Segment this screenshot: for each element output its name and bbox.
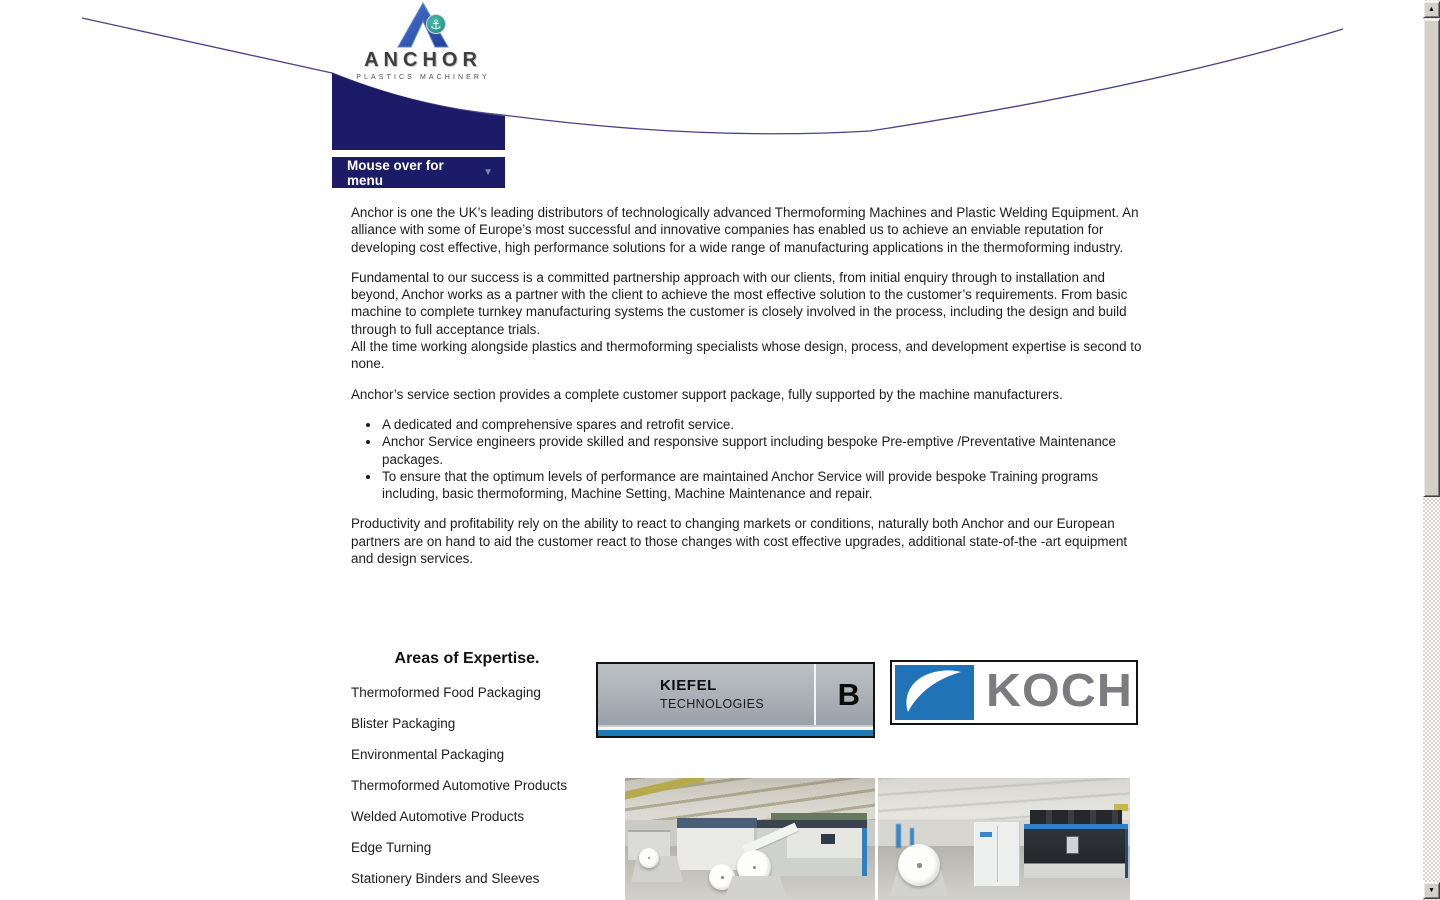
cabinet-blue-label	[980, 832, 992, 837]
brand-tagline: PLASTICS MACHINERY	[356, 74, 490, 81]
scroll-up-button[interactable]	[1423, 1, 1440, 18]
kiefel-subtitle: TECHNOLOGIES	[660, 697, 765, 711]
kiefel-logo-body	[598, 664, 873, 725]
unwind-stand	[725, 876, 787, 898]
expertise-item: Stationery Binders and Sleeves	[351, 871, 540, 886]
scroll-down-icon: ▼	[1428, 887, 1435, 894]
background-post	[896, 824, 901, 848]
kiefel-divider	[814, 664, 816, 725]
intro-paragraph-2-part-1: Fundamental to our success is a committed partnership approach with our clients, from initial enquiry through to installation and beyond, Anchor works as a partner with the client to achieve the most effective solution to the customer’s requirements. From basic machine to complete turnkey manufacturing systems the customer is closely involved in the process, including the design and build through to full acceptance trials.	[351, 269, 1128, 337]
expertise-title: Areas of Expertise.	[394, 650, 540, 667]
film-roll	[898, 844, 940, 886]
header-swoosh-graphic	[0, 0, 1440, 200]
control-cabinet	[974, 822, 1020, 886]
kiefel-name: KIEFEL	[660, 677, 717, 694]
background-post	[910, 828, 914, 846]
machine-top-modules	[1030, 810, 1122, 825]
kiefel-b-badge: B	[837, 676, 860, 712]
intro-paragraph-4: Productivity and profitability rely on the ability to react to changing markets or conditions, naturally both Anchor and our European partners are on hand to aid the customer react to those changes with cost effective upgrades, additional state-of-the -art equipment and design services.	[351, 516, 1128, 567]
expertise-list	[351, 684, 583, 888]
koch-swoosh-icon	[895, 665, 974, 720]
factory-photo-1	[625, 778, 875, 900]
kiefel-logo[interactable]	[596, 662, 875, 738]
expertise-item: Blister Packaging	[351, 716, 456, 731]
anchor-icon: ⚓	[426, 14, 446, 34]
scrollbar-thumb[interactable]	[1423, 19, 1440, 497]
brand-name: ANCHOR	[364, 49, 482, 71]
cabinet-door-split	[997, 826, 998, 882]
intro-copy	[351, 204, 1147, 580]
service-bullet: • To ensure that the optimum levels of performance are maintained Anchor Service will provide bespoke Training programs including, basic thermoforming, Machine Setting, Machine Maintenance and repair.	[381, 468, 1147, 503]
kiefel-logo-text	[660, 677, 764, 711]
intro-paragraph-1: Anchor is one the UK’s leading distributors of technologically advanced Thermoforming Machines and Plastic Welding Equipment. An alliance with some of Europe’s most successful and innovative companies has enabled us to achieve an enviable reputation for developing cost effective, high performance solutions for a wide range of manufacturing applications in the thermoforming industry.	[351, 205, 1139, 255]
kiefel-stripe-blue	[598, 730, 873, 736]
expertise-item: Welded Automotive Products	[351, 809, 525, 824]
koch-logo[interactable]	[890, 660, 1138, 725]
expertise-item: Thermoformed Food Packaging	[351, 685, 541, 700]
menu-label: Mouse over for menu	[347, 157, 444, 188]
expertise-item: Environmental Packaging	[351, 747, 505, 762]
factory-photo-2	[878, 778, 1130, 900]
scroll-up-icon: ▲	[1428, 6, 1435, 13]
intro-paragraph-3: Anchor’s service section provides a complete customer support package, fully supported by the machine manufacturers.	[351, 386, 1063, 402]
machine-screen	[1066, 836, 1079, 854]
service-bullet: • A dedicated and comprehensive spares and retrofit service.	[381, 416, 1147, 433]
mouse-over-menu-button[interactable]	[332, 157, 505, 188]
machine-shape	[757, 820, 867, 876]
logo-mark	[348, 2, 498, 48]
chevron-down-icon: ▼	[483, 166, 493, 178]
expertise-item: Thermoformed Automotive Products	[351, 778, 568, 793]
machine-screen	[821, 834, 835, 844]
expertise-item: Edge Turning	[351, 840, 432, 855]
intro-paragraph-2-part-2: All the time working alongside plastics and thermoforming specialists whose design, process, and development expertise is second to none.	[351, 339, 1142, 372]
vertical-scrollbar[interactable]	[1423, 0, 1440, 900]
koch-name: KOCH	[986, 664, 1133, 717]
company-logo	[348, 2, 498, 81]
service-bullet: • Anchor Service engineers provide skilled and responsive support including bespoke Pre-emptive /Preventative Maintenance packages.	[381, 433, 1147, 468]
scroll-down-button[interactable]	[1423, 882, 1440, 899]
film-roll	[639, 848, 659, 868]
intro-paragraph-2	[351, 269, 1147, 373]
service-bullet-list	[351, 416, 1147, 502]
areas-of-expertise	[351, 650, 583, 900]
